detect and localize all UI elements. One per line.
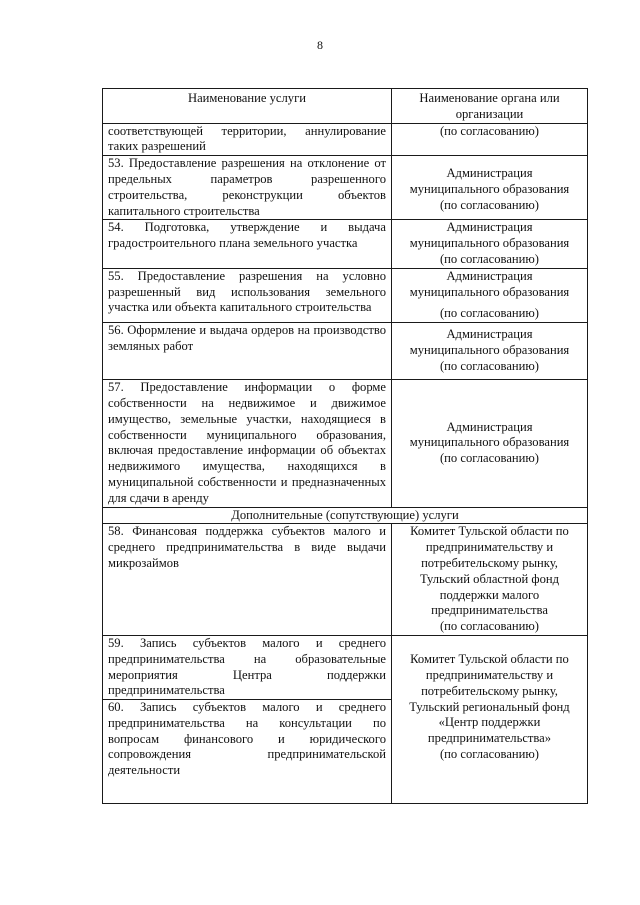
page-number: 8 bbox=[317, 38, 323, 52]
org-line: муниципального образования bbox=[409, 343, 570, 358]
org-line: муниципального образования bbox=[409, 181, 570, 196]
service-cell: 57. Предоставление информации о форме собственности на недвижимое и движимое имущество, земельные участки, находящиеся в собственности муниципального образования, включая предоставление информации об объектах недвижимого имущества, находящихся в муниципальной собственности и предназначенных для сдачи в аренду bbox=[103, 380, 392, 507]
org-line: (по согласованию) bbox=[439, 451, 539, 466]
org-line: поддержки малого bbox=[439, 587, 540, 602]
organization-cell bbox=[392, 380, 588, 507]
table-row bbox=[103, 123, 588, 156]
table-row bbox=[103, 323, 588, 380]
table-row bbox=[103, 268, 588, 322]
section-row bbox=[103, 507, 588, 524]
service-cell bbox=[103, 700, 392, 804]
org-line: (по согласованию) bbox=[439, 251, 539, 266]
service-cell: 54. Подготовка, утверждение и выдача градостроительного плана земельного участка bbox=[103, 220, 392, 268]
organization-cell bbox=[392, 524, 588, 636]
header-organization: Наименование органа или организации bbox=[392, 89, 588, 124]
organization-cell bbox=[392, 156, 588, 220]
cell-spacer bbox=[108, 779, 386, 803]
services-table bbox=[102, 88, 588, 804]
org-line: предпринимательству и bbox=[425, 540, 554, 555]
section-title: Дополнительные (сопутствующие) услуги bbox=[103, 507, 588, 524]
org-line: Администрация bbox=[446, 268, 533, 283]
service-cell: соответствующей территории, аннулирование таких разрешений bbox=[103, 123, 392, 156]
org-line: Тульский региональный фонд bbox=[409, 699, 570, 714]
org-line: муниципального образования bbox=[409, 284, 570, 299]
table-row bbox=[103, 220, 588, 268]
organization-cell bbox=[392, 220, 588, 268]
org-line: Администрация bbox=[446, 327, 533, 342]
org-line: потребительскому рынку, bbox=[421, 683, 558, 698]
service-cell: 53. Предоставление разрешения на отклонение от предельных параметров разрешенного строительства, реконструкции объектов капитального строительства bbox=[103, 156, 392, 220]
org-line: муниципального образования bbox=[409, 236, 570, 251]
organization-cell bbox=[392, 268, 588, 322]
table-row bbox=[103, 524, 588, 636]
org-line: Администрация bbox=[446, 220, 533, 235]
org-line: (по согласованию) bbox=[439, 746, 539, 761]
organization-cell bbox=[392, 635, 588, 803]
org-line: (по согласованию) bbox=[439, 306, 539, 321]
org-line: предпринимательства bbox=[431, 603, 548, 618]
org-line: Комитет Тульской области по bbox=[410, 652, 569, 667]
org-line: предпринимательства» bbox=[427, 731, 552, 746]
org-line: (по согласованию) bbox=[439, 619, 539, 634]
table-header-row bbox=[103, 89, 588, 124]
header-service: Наименование услуги bbox=[103, 89, 392, 124]
table-row bbox=[103, 635, 588, 699]
service-cell: 55. Предоставление разрешения на условно разрешенный вид использования земельного участка или объекта капитального строительства bbox=[103, 268, 392, 322]
service-cell: 59. Запись субъектов малого и среднего предпринимательства на образовательные мероприятия Центра поддержки предпринимательства bbox=[103, 635, 392, 699]
table-row bbox=[103, 380, 588, 507]
org-line: Тульский областной фонд bbox=[419, 571, 560, 586]
org-line: Комитет Тульской области по bbox=[410, 524, 569, 539]
service-cell: 56. Оформление и выдача ордеров на производство земляных работ bbox=[103, 323, 392, 380]
org-line: «Центр поддержки bbox=[438, 715, 541, 730]
table-row bbox=[103, 156, 588, 220]
service-cell: 58. Финансовая поддержка субъектов малого и среднего предпринимательства в виде выдачи микрозаймов bbox=[103, 524, 392, 636]
org-line: Администрация bbox=[446, 166, 533, 181]
org-line: (по согласованию) bbox=[439, 359, 539, 374]
org-line: предпринимательству и bbox=[425, 668, 554, 682]
org-line: Администрация bbox=[446, 419, 533, 434]
service-text: 60. Запись субъектов малого и среднего предпринимательства на консультации по вопросам финансового и юридического сопровождения предпринимательской деятельности bbox=[108, 700, 386, 778]
organization-cell bbox=[392, 323, 588, 380]
org-line: муниципального образования bbox=[409, 435, 570, 450]
org-line: потребительскому рынку, bbox=[421, 555, 558, 570]
organization-cell: (по согласованию) bbox=[392, 123, 588, 156]
org-line: (по согласованию) bbox=[439, 197, 539, 212]
